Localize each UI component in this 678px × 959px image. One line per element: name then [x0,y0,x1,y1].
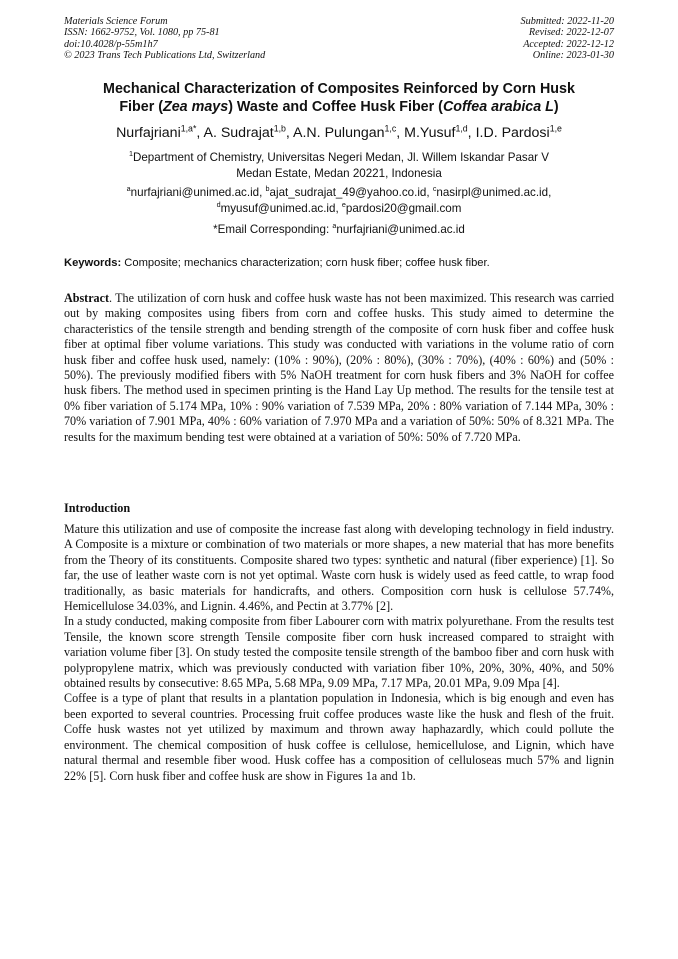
keywords-text: Composite; mechanics characterization; corn husk fiber; coffee husk fiber. [121,257,490,269]
introduction-body [64,522,614,784]
author: A.N. Pulungan$^{1,c}$, [293,123,405,141]
title-line-1: Mechanical Characterization of Composites Reinforced by Corn Husk [103,81,575,97]
species-name: Zea mays [163,99,229,115]
affiliation: $^1$Department of Chemistry, Universitas Negeri Medan, Jl. Willem Iskandar Pasar V Medan Estate, Medan 20221, Indonesia [128,149,549,180]
paragraph: Coffee is a type of plant that results in a plantation population in Indonesia, which is big enough and even has been exported to several countries. Processing fruit coffee produces waste like the husk and flesh of the fruit. Coffe husk wastes not yet utilized by maximum and thrown away haphazardly, which could pollute the environment. The chemical composition of husk coffee is cellulose, hemicellulose, and Lignin, which have natural thermal and resemble fiber wood. Husk coffee has a composition of celluloseas much 57% and lignin 22% [5]. Corn husk fiber and coffee husk are show in Figures 1a and 1b. [64,691,614,783]
date-accepted: Accepted: 2022-12-12 [523,38,614,50]
publication-dates [521,16,614,62]
date-online: Online: 2023-01-30 [532,50,614,62]
journal-name: Materials Science Forum [64,16,168,27]
author: Nurfajriani$^{1,a*}$, [116,123,204,141]
journal-info [64,16,265,62]
author-emails: $^a$nurfajriani@unimed.ac.id, $^b$ajat_sudrajat_49@yahoo.co.id, $^c$nasirpl@unimed.ac.id, $^d$myusuf@unimed.ac.id, $^e$pardosi20@gmail.com [126,184,552,215]
paper-title [40,80,638,116]
abstract [64,291,614,445]
title-line-2: Fiber (Zea mays) Waste and Coffee Husk Fiber (Coffea arabica L) [119,99,559,115]
paragraph: In a study conducted, making composite from fiber Labourer corn with matrix polyurethane. From the results test Tensile, the known score strength Tensile composite fiber corn husk increased compared to straight with variation volume fiber [3]. On study tested the composite tensile strength of the bamboo fiber and corn husk with polypropylene matrix, which was previously conducted with variation fiber 10%, 20%, 30%, 40%, and 50% obtained results by consecutive: 8.65 MPa, 5.68 MPa, 9.09 MPa, 7.17 MPa, 20.01 MPa, 9.09 Mpa [4]. [64,614,614,691]
abstract-text: . The utilization of corn husk and coffee husk waste has not been maximized. This research was carried out by making composites using fibers from corn and coffee husks. This study aimed to determine the characteristics of the tensile strength and bending strength of the composite of corn husk fiber and coffee husk fiber at optimal fiber volume variations. This study was conducted with variations in the volume ratio of corn husk fiber and coffee husk used, namely: (10% : 90%), (20% : 80%), (30% : 70%), (40% : 60%) and (50% : 50%). The previously modified fibers with 5% NaOH treatment for corn husk fibers and 3% NaOH for coffee husk fibers. The method used in specimen printing is the Hand Lay Up method. The results for the tensile test at 0% fiber variation of 5.174 MPa, 10% : 90% variation of 7.539 MPa, 20% : 80% variation of 7.144 MPa, 30% : 70% variation of 7.901 MPa, 40% : 60% variation of 7.970 MPa and a variation of 50%: 50% of 8.321 MPa. The results for the maximum bending test were obtained at a variation of 50%: 50% of 7.720 MPa. [64,291,614,444]
keywords-label: Keywords: [64,257,122,269]
date-revised: Revised: 2022-12-07 [528,27,614,39]
species-name: Coffea arabica L [442,99,554,115]
date-submitted: Submitted: 2022-11-20 [520,16,614,27]
author: M.Yusuf$^{1,d}$, [404,123,476,141]
author: I.D. Pardosi$^{1,e}$ [475,123,562,141]
journal-issn: ISSN: 1662-9752, Vol. 1080, pp 75-81 [64,27,220,39]
corresponding-email: *Email Corresponding: $^a$nurfajriani@unimed.ac.id [213,221,465,236]
author-list [40,124,638,142]
keywords [64,256,614,271]
author: A. Sudrajat$^{1,b}$, [203,123,294,141]
abstract-label: Abstract [64,291,110,305]
journal-copyright: © 2023 Trans Tech Publications Ltd, Switzerland [64,50,266,62]
journal-doi: doi:10.4028/p-55m1h7 [64,38,158,50]
paragraph: Mature this utilization and use of composite the increase fast along with developing technology in field industry. A Composite is a mixture or combination of two materials or more shapes, a new material that has more benefits from the Theory of its constituents. Composite shared two types: synthetic and natural (fiber experience) [1]. So far, the use of leather waste corn is not yet optimal. Waste corn husk is widely used as feed cattle, to wrap food traditionally, as basic materials for handicrafts, and others. Composition corn husk is cellulose 57.74%, Hemicellulose 34.03%, and Lignin. 4.46%, and Pectin at 3.77% [2]. [64,522,614,614]
section-heading: Introduction [64,501,131,515]
